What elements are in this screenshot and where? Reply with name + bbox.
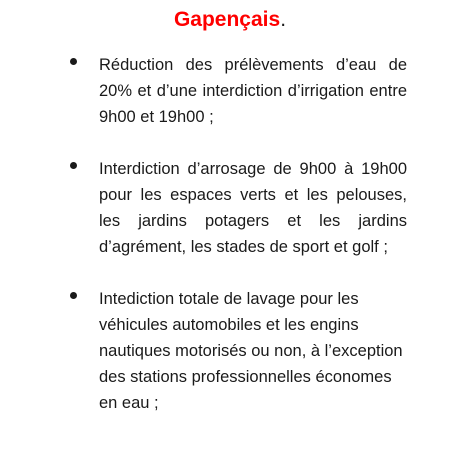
heading-title: Gapençais [173,8,281,31]
list-item [0,156,460,260]
heading-period: . [280,8,287,31]
list-item [0,286,460,416]
list-item [0,52,460,130]
list-item-text: Réduction des prélèvements d’eau de 20% et d’une interdiction d’irrigation entre 9h00 et 19h00 ; [99,56,407,126]
bullet-icon [70,292,77,299]
list-item-text: Interdiction d’arrosage de 9h00 à 19h00 pour les espaces verts et les pelouses, les jardins potagers et les jardins d’agrément, les stades de sport et golf ; [99,160,407,256]
list-item-text: Intediction totale de lavage pour les véhicules automobiles et les engins nautiques motorisés ou non, à l’exception des stations professionnelles économes en eau ; [99,290,403,412]
section-heading [0,7,460,33]
bullet-icon [70,58,77,65]
bullet-icon [70,162,77,169]
restriction-list [0,52,460,442]
